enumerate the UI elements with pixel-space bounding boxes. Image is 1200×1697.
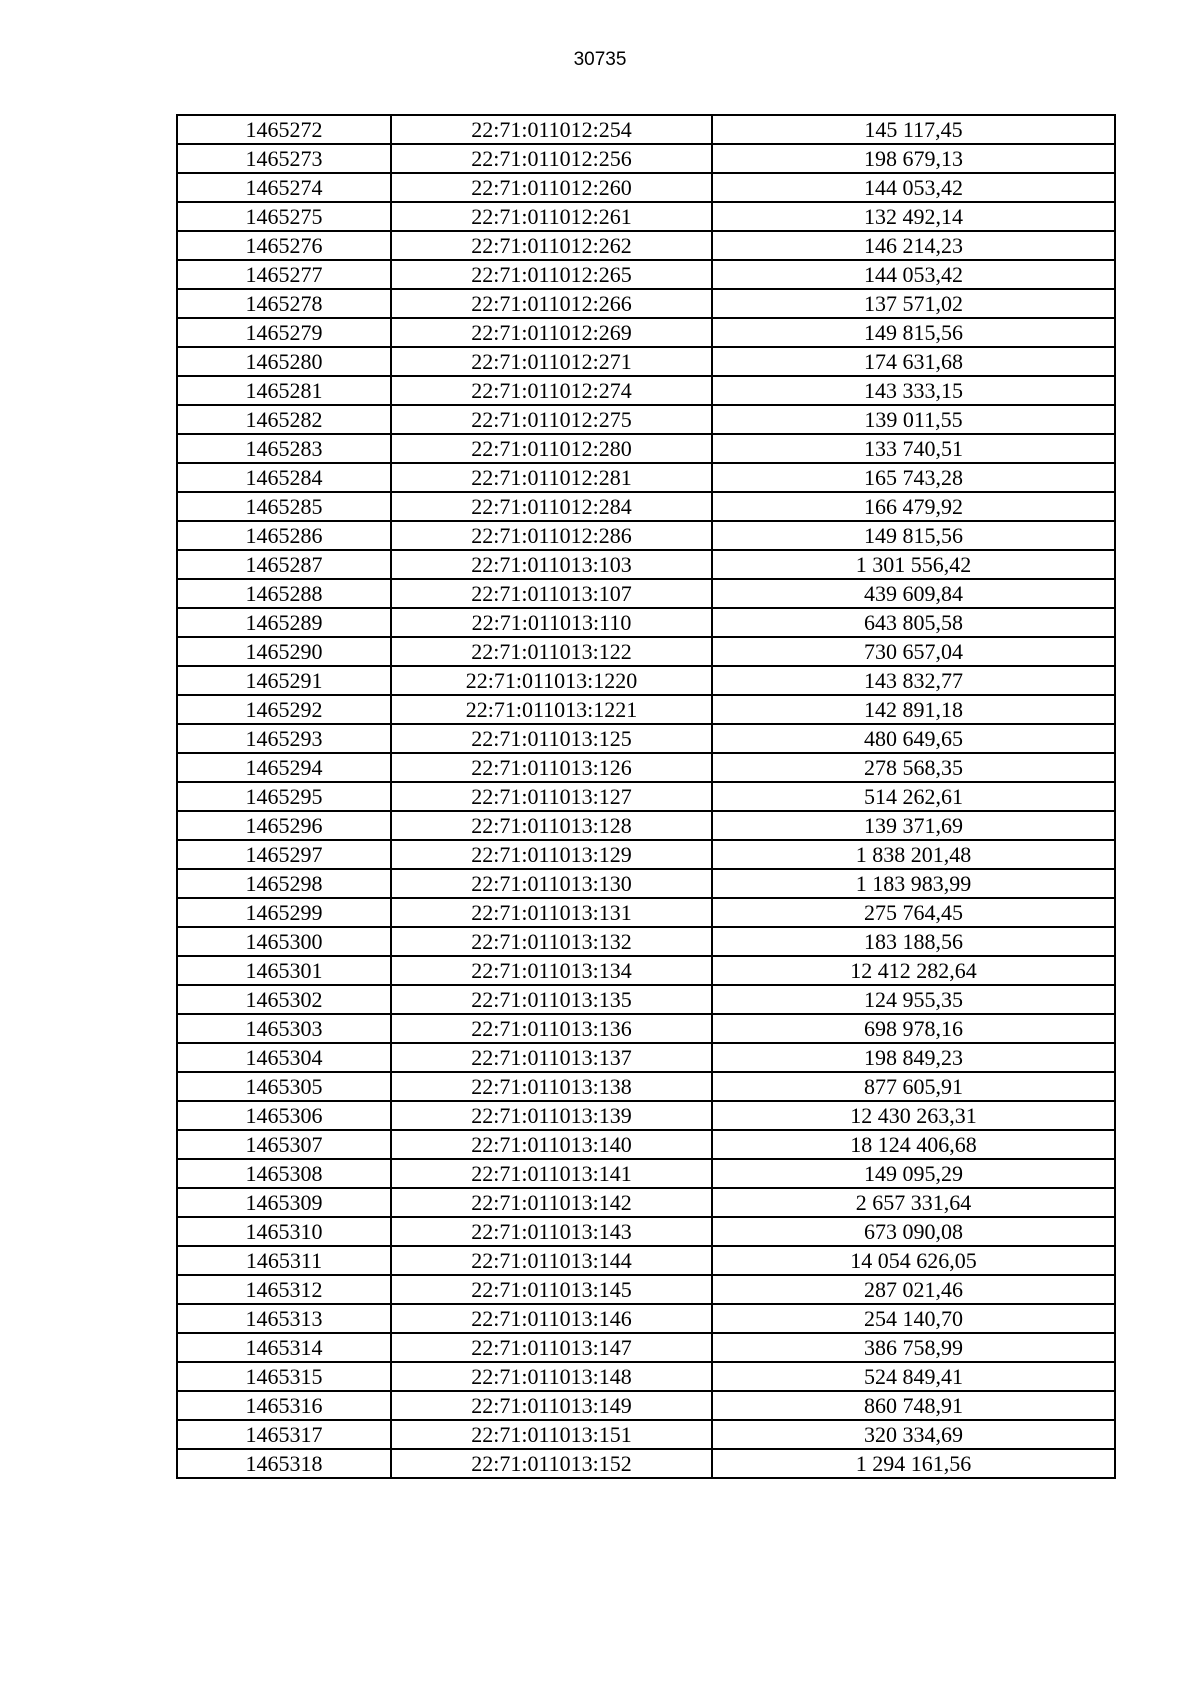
table-row xyxy=(177,753,1115,782)
table-row xyxy=(177,840,1115,869)
table-row xyxy=(177,376,1115,405)
table-row xyxy=(177,550,1115,579)
value-cell: 143 333,15 xyxy=(712,376,1115,405)
cadastral-number-cell: 22:71:011012:254 xyxy=(391,115,712,144)
table-row xyxy=(177,231,1115,260)
row-id-cell: 1465298 xyxy=(177,869,391,898)
row-id-cell: 1465311 xyxy=(177,1246,391,1275)
row-id-cell: 1465301 xyxy=(177,956,391,985)
row-id-cell: 1465302 xyxy=(177,985,391,1014)
cadastral-number-cell: 22:71:011013:151 xyxy=(391,1420,712,1449)
page-number: 30735 xyxy=(573,49,627,70)
row-id-cell: 1465279 xyxy=(177,318,391,347)
value-cell: 439 609,84 xyxy=(712,579,1115,608)
value-cell: 14 054 626,05 xyxy=(712,1246,1115,1275)
value-cell: 12 430 263,31 xyxy=(712,1101,1115,1130)
table-row xyxy=(177,521,1115,550)
table-row xyxy=(177,173,1115,202)
cadastral-number-cell: 22:71:011012:286 xyxy=(391,521,712,550)
row-id-cell: 1465292 xyxy=(177,695,391,724)
table-row xyxy=(177,1217,1115,1246)
row-id-cell: 1465280 xyxy=(177,347,391,376)
row-id-cell: 1465290 xyxy=(177,637,391,666)
value-cell: 673 090,08 xyxy=(712,1217,1115,1246)
table-row xyxy=(177,1362,1115,1391)
cadastral-number-cell: 22:71:011013:146 xyxy=(391,1304,712,1333)
cadastral-number-cell: 22:71:011013:140 xyxy=(391,1130,712,1159)
row-id-cell: 1465289 xyxy=(177,608,391,637)
row-id-cell: 1465309 xyxy=(177,1188,391,1217)
table-row xyxy=(177,1159,1115,1188)
value-cell: 254 140,70 xyxy=(712,1304,1115,1333)
table-row xyxy=(177,811,1115,840)
row-id-cell: 1465284 xyxy=(177,463,391,492)
row-id-cell: 1465306 xyxy=(177,1101,391,1130)
cadastral-number-cell: 22:71:011013:128 xyxy=(391,811,712,840)
value-cell: 480 649,65 xyxy=(712,724,1115,753)
row-id-cell: 1465288 xyxy=(177,579,391,608)
row-id-cell: 1465314 xyxy=(177,1333,391,1362)
cadastral-number-cell: 22:71:011013:149 xyxy=(391,1391,712,1420)
table-row xyxy=(177,869,1115,898)
row-id-cell: 1465277 xyxy=(177,260,391,289)
cadastral-number-cell: 22:71:011012:274 xyxy=(391,376,712,405)
value-cell: 1 838 201,48 xyxy=(712,840,1115,869)
cadastral-number-cell: 22:71:011013:144 xyxy=(391,1246,712,1275)
table-row xyxy=(177,492,1115,521)
cadastral-number-cell: 22:71:011013:129 xyxy=(391,840,712,869)
row-id-cell: 1465303 xyxy=(177,1014,391,1043)
table-row xyxy=(177,608,1115,637)
value-cell: 144 053,42 xyxy=(712,260,1115,289)
row-id-cell: 1465310 xyxy=(177,1217,391,1246)
value-cell: 1 301 556,42 xyxy=(712,550,1115,579)
table-row xyxy=(177,202,1115,231)
row-id-cell: 1465315 xyxy=(177,1362,391,1391)
value-cell: 133 740,51 xyxy=(712,434,1115,463)
row-id-cell: 1465275 xyxy=(177,202,391,231)
value-cell: 12 412 282,64 xyxy=(712,956,1115,985)
cadastral-number-cell: 22:71:011013:134 xyxy=(391,956,712,985)
value-cell: 145 117,45 xyxy=(712,115,1115,144)
table-row xyxy=(177,144,1115,173)
cadastral-number-cell: 22:71:011012:256 xyxy=(391,144,712,173)
table-row xyxy=(177,1449,1115,1478)
cadastral-number-cell: 22:71:011013:132 xyxy=(391,927,712,956)
table-row xyxy=(177,1246,1115,1275)
value-cell: 183 188,56 xyxy=(712,927,1115,956)
value-cell: 149 815,56 xyxy=(712,521,1115,550)
cadastral-number-cell: 22:71:011013:122 xyxy=(391,637,712,666)
table-row xyxy=(177,724,1115,753)
table-row xyxy=(177,318,1115,347)
row-id-cell: 1465300 xyxy=(177,927,391,956)
cadastral-number-cell: 22:71:011013:1220 xyxy=(391,666,712,695)
value-cell: 149 815,56 xyxy=(712,318,1115,347)
row-id-cell: 1465278 xyxy=(177,289,391,318)
row-id-cell: 1465286 xyxy=(177,521,391,550)
cadastral-number-cell: 22:71:011013:131 xyxy=(391,898,712,927)
table-row xyxy=(177,579,1115,608)
cadastral-number-cell: 22:71:011013:1221 xyxy=(391,695,712,724)
row-id-cell: 1465304 xyxy=(177,1043,391,1072)
row-id-cell: 1465318 xyxy=(177,1449,391,1478)
row-id-cell: 1465312 xyxy=(177,1275,391,1304)
value-cell: 146 214,23 xyxy=(712,231,1115,260)
table-row xyxy=(177,1130,1115,1159)
cadastral-number-cell: 22:71:011013:148 xyxy=(391,1362,712,1391)
value-cell: 165 743,28 xyxy=(712,463,1115,492)
cadastral-number-cell: 22:71:011013:152 xyxy=(391,1449,712,1478)
table-row xyxy=(177,434,1115,463)
row-id-cell: 1465273 xyxy=(177,144,391,173)
data-table xyxy=(176,114,1116,1479)
row-id-cell: 1465287 xyxy=(177,550,391,579)
value-cell: 514 262,61 xyxy=(712,782,1115,811)
value-cell: 1 294 161,56 xyxy=(712,1449,1115,1478)
table-row xyxy=(177,1043,1115,1072)
row-id-cell: 1465276 xyxy=(177,231,391,260)
value-cell: 124 955,35 xyxy=(712,985,1115,1014)
value-cell: 198 679,13 xyxy=(712,144,1115,173)
cadastral-number-cell: 22:71:011013:147 xyxy=(391,1333,712,1362)
cadastral-number-cell: 22:71:011012:262 xyxy=(391,231,712,260)
table-row xyxy=(177,1420,1115,1449)
value-cell: 860 748,91 xyxy=(712,1391,1115,1420)
value-cell: 198 849,23 xyxy=(712,1043,1115,1072)
row-id-cell: 1465316 xyxy=(177,1391,391,1420)
cadastral-number-cell: 22:71:011012:260 xyxy=(391,173,712,202)
row-id-cell: 1465295 xyxy=(177,782,391,811)
table-row xyxy=(177,260,1115,289)
row-id-cell: 1465317 xyxy=(177,1420,391,1449)
value-cell: 524 849,41 xyxy=(712,1362,1115,1391)
cadastral-number-cell: 22:71:011012:271 xyxy=(391,347,712,376)
value-cell: 144 053,42 xyxy=(712,173,1115,202)
row-id-cell: 1465308 xyxy=(177,1159,391,1188)
table-row xyxy=(177,637,1115,666)
cadastral-number-cell: 22:71:011013:127 xyxy=(391,782,712,811)
cadastral-number-cell: 22:71:011013:126 xyxy=(391,753,712,782)
value-cell: 877 605,91 xyxy=(712,1072,1115,1101)
value-cell: 137 571,02 xyxy=(712,289,1115,318)
cadastral-number-cell: 22:71:011013:107 xyxy=(391,579,712,608)
table-row xyxy=(177,1391,1115,1420)
table-row xyxy=(177,695,1115,724)
row-id-cell: 1465274 xyxy=(177,173,391,202)
row-id-cell: 1465296 xyxy=(177,811,391,840)
value-cell: 698 978,16 xyxy=(712,1014,1115,1043)
cadastral-number-cell: 22:71:011013:142 xyxy=(391,1188,712,1217)
cadastral-number-cell: 22:71:011013:130 xyxy=(391,869,712,898)
cadastral-number-cell: 22:71:011012:284 xyxy=(391,492,712,521)
row-id-cell: 1465305 xyxy=(177,1072,391,1101)
value-cell: 2 657 331,64 xyxy=(712,1188,1115,1217)
value-cell: 143 832,77 xyxy=(712,666,1115,695)
row-id-cell: 1465294 xyxy=(177,753,391,782)
row-id-cell: 1465297 xyxy=(177,840,391,869)
table-row xyxy=(177,347,1115,376)
cadastral-number-cell: 22:71:011013:138 xyxy=(391,1072,712,1101)
row-id-cell: 1465272 xyxy=(177,115,391,144)
value-cell: 1 183 983,99 xyxy=(712,869,1115,898)
value-cell: 174 631,68 xyxy=(712,347,1115,376)
value-cell: 320 334,69 xyxy=(712,1420,1115,1449)
cadastral-number-cell: 22:71:011012:280 xyxy=(391,434,712,463)
cadastral-number-cell: 22:71:011013:103 xyxy=(391,550,712,579)
cadastral-number-cell: 22:71:011012:281 xyxy=(391,463,712,492)
table-row xyxy=(177,782,1115,811)
cadastral-number-cell: 22:71:011013:145 xyxy=(391,1275,712,1304)
table-row xyxy=(177,1275,1115,1304)
cadastral-number-cell: 22:71:011013:135 xyxy=(391,985,712,1014)
table-row xyxy=(177,1333,1115,1362)
cadastral-number-cell: 22:71:011013:141 xyxy=(391,1159,712,1188)
cadastral-number-cell: 22:71:011013:136 xyxy=(391,1014,712,1043)
row-id-cell: 1465282 xyxy=(177,405,391,434)
row-id-cell: 1465285 xyxy=(177,492,391,521)
row-id-cell: 1465283 xyxy=(177,434,391,463)
row-id-cell: 1465313 xyxy=(177,1304,391,1333)
cadastral-number-cell: 22:71:011012:261 xyxy=(391,202,712,231)
value-cell: 278 568,35 xyxy=(712,753,1115,782)
table-row xyxy=(177,1188,1115,1217)
table-row xyxy=(177,1014,1115,1043)
cadastral-number-cell: 22:71:011012:266 xyxy=(391,289,712,318)
row-id-cell: 1465293 xyxy=(177,724,391,753)
cadastral-number-cell: 22:71:011013:137 xyxy=(391,1043,712,1072)
value-cell: 139 011,55 xyxy=(712,405,1115,434)
value-cell: 166 479,92 xyxy=(712,492,1115,521)
cadastral-number-cell: 22:71:011013:110 xyxy=(391,608,712,637)
table-row xyxy=(177,666,1115,695)
value-cell: 730 657,04 xyxy=(712,637,1115,666)
row-id-cell: 1465291 xyxy=(177,666,391,695)
value-cell: 142 891,18 xyxy=(712,695,1115,724)
value-cell: 287 021,46 xyxy=(712,1275,1115,1304)
cadastral-number-cell: 22:71:011012:275 xyxy=(391,405,712,434)
table-row xyxy=(177,1101,1115,1130)
value-cell: 643 805,58 xyxy=(712,608,1115,637)
cadastral-number-cell: 22:71:011013:125 xyxy=(391,724,712,753)
table-body xyxy=(177,115,1115,1478)
value-cell: 386 758,99 xyxy=(712,1333,1115,1362)
cadastral-number-cell: 22:71:011013:139 xyxy=(391,1101,712,1130)
value-cell: 275 764,45 xyxy=(712,898,1115,927)
table-row xyxy=(177,405,1115,434)
cadastral-number-cell: 22:71:011013:143 xyxy=(391,1217,712,1246)
cadastral-number-cell: 22:71:011012:269 xyxy=(391,318,712,347)
value-cell: 18 124 406,68 xyxy=(712,1130,1115,1159)
value-cell: 139 371,69 xyxy=(712,811,1115,840)
table-row xyxy=(177,898,1115,927)
table-row xyxy=(177,463,1115,492)
table-row xyxy=(177,289,1115,318)
row-id-cell: 1465299 xyxy=(177,898,391,927)
value-cell: 132 492,14 xyxy=(712,202,1115,231)
table-row xyxy=(177,1304,1115,1333)
value-cell: 149 095,29 xyxy=(712,1159,1115,1188)
table-row xyxy=(177,927,1115,956)
table-row xyxy=(177,956,1115,985)
row-id-cell: 1465281 xyxy=(177,376,391,405)
table-row xyxy=(177,1072,1115,1101)
table-row xyxy=(177,985,1115,1014)
row-id-cell: 1465307 xyxy=(177,1130,391,1159)
table-row xyxy=(177,115,1115,144)
cadastral-number-cell: 22:71:011012:265 xyxy=(391,260,712,289)
